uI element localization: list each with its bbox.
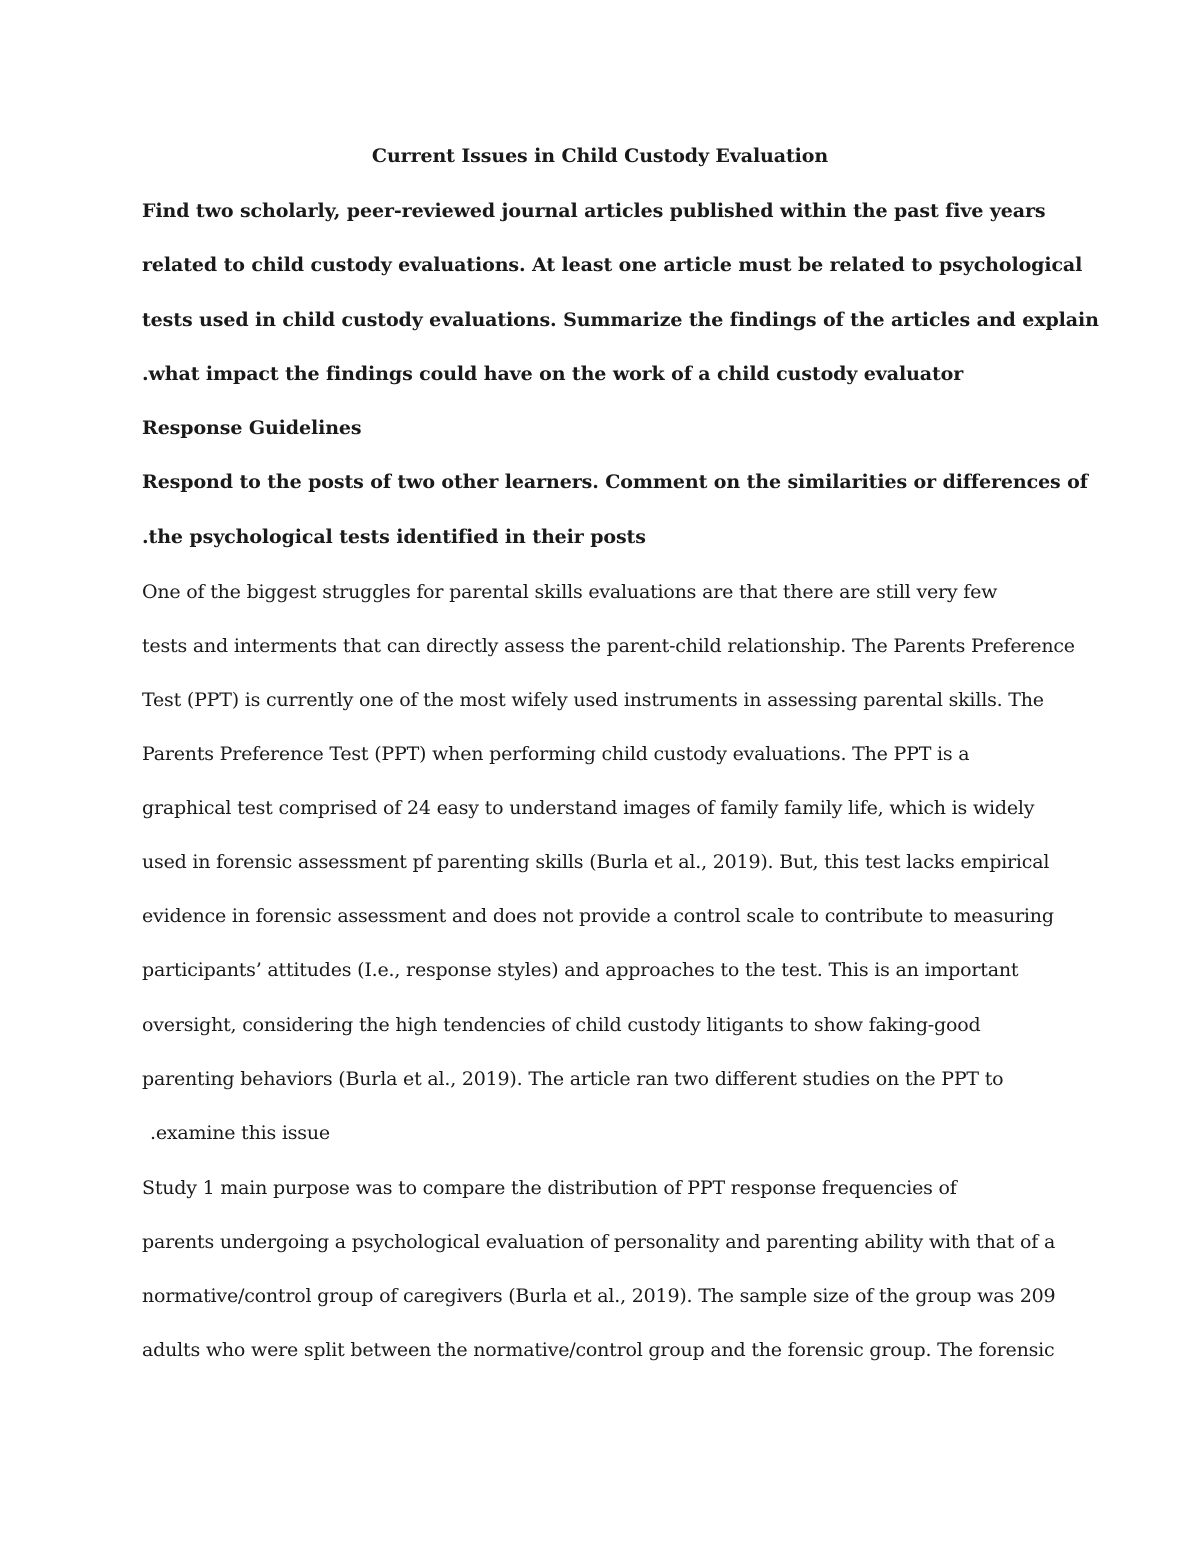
prompt-line-4: .what impact the findings could have on the work of a child custody evaluator — [142, 363, 964, 385]
prompt-line-1: Find two scholarly, peer-reviewed journal articles published within the past five years — [142, 200, 1046, 222]
paragraph1-line-6: used in forensic assessment pf parenting skills (Burla et al., 2019). But, this test lacks empirical — [142, 851, 1050, 873]
paragraph1-line-10: parenting behaviors (Burla et al., 2019). The article ran two different studies on the PPT to — [142, 1068, 1004, 1090]
paragraph1-line-4: Parents Preference Test (PPT) when performing child custody evaluations. The PPT is a — [142, 743, 970, 765]
paragraph1-line-5: graphical test comprised of 24 easy to understand images of family family life, which is widely — [142, 797, 1035, 819]
paragraph1-line-7: evidence in forensic assessment and does not provide a control scale to contribute to measuring — [142, 905, 1054, 927]
paragraph2-line-1: Study 1 main purpose was to compare the distribution of PPT response frequencies of — [142, 1177, 957, 1199]
paragraph1-line-9: oversight, considering the high tendencies of child custody litigants to show faking-good — [142, 1014, 981, 1036]
paragraph1-line-8: participants’ attitudes (I.e., response styles) and approaches to the test. This is an important — [142, 959, 1019, 981]
paragraph2-line-4: adults who were split between the normative/control group and the forensic group. The forensic — [142, 1339, 1055, 1361]
paragraph1-line-11: .examine this issue — [150, 1122, 330, 1144]
paragraph1-line-1: One of the biggest struggles for parental skills evaluations are that there are still very few — [142, 581, 998, 603]
guidelines-line-2: .the psychological tests identified in their posts — [142, 526, 646, 548]
prompt-line-3: tests used in child custody evaluations. Summarize the findings of the articles and explain — [142, 309, 1099, 331]
guidelines-line-1: Respond to the posts of two other learners. Comment on the similarities or differences of — [142, 471, 1088, 493]
paragraph2-line-3: normative/control group of caregivers (Burla et al., 2019). The sample size of the group was 209 — [142, 1285, 1056, 1307]
paragraph2-line-2: parents undergoing a psychological evaluation of personality and parenting ability with that of a — [142, 1231, 1056, 1253]
page-title: Current Issues in Child Custody Evaluation — [371, 145, 829, 167]
prompt-line-2: related to child custody evaluations. At least one article must be related to psychological — [142, 254, 1083, 276]
paragraph1-line-3: Test (PPT) is currently one of the most wifely used instruments in assessing parental skills. The — [142, 689, 1044, 711]
paragraph1-line-2: tests and interments that can directly assess the parent-child relationship. The Parents Preference — [142, 635, 1075, 657]
guidelines-heading: Response Guidelines — [142, 417, 362, 439]
